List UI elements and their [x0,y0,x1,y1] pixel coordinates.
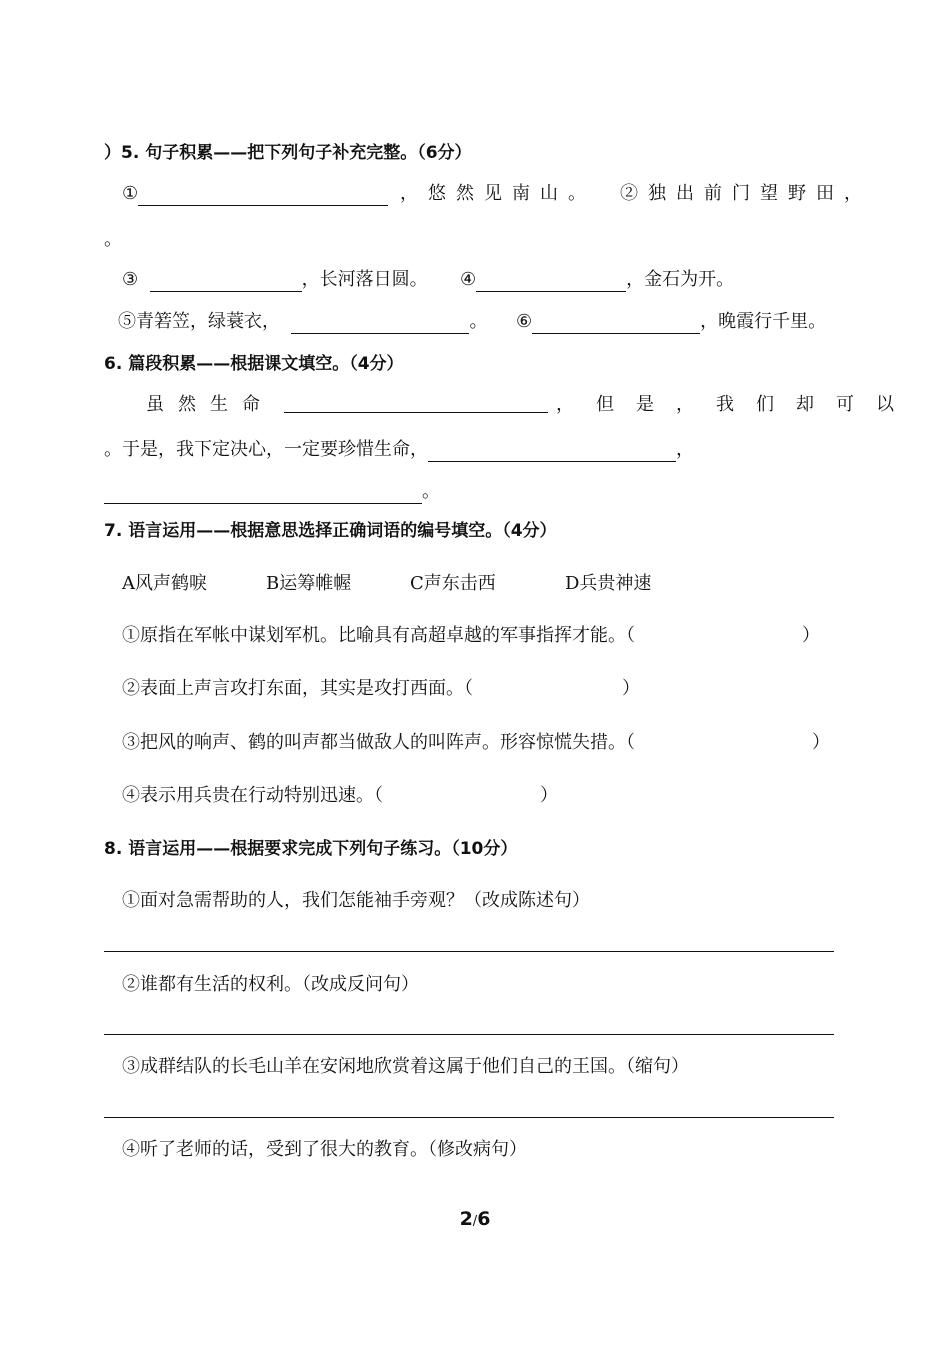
q7-option-b: B运筹帷幄 [266,573,352,594]
q6-title: 6. 篇段积累——根据课文填空。（4分） [104,354,404,374]
q5-line-2: 。 [104,229,122,250]
q7-option-c: C声东击西 [410,573,496,594]
q8-answer-line-1[interactable] [104,951,834,952]
q7-item-2: ②表面上声言攻打东面，其实是攻打西面。（ [122,678,473,699]
q5-line-3a: ③ ，长河落日圆。 [122,269,428,290]
q8-item-4: ④听了老师的话，受到了很大的教育。（修改病句） [122,1139,527,1160]
blank-4[interactable] [476,273,626,292]
q5-line-3b: ④ ，金石为开。 [460,269,735,290]
blank-1[interactable] [138,187,388,206]
q5-line-1a: ① [122,182,388,206]
q6-blank-2[interactable] [428,443,676,462]
q6-line-1a: 虽然生命 [146,394,274,415]
q6-line-3: 。 [104,480,440,504]
q5-line-4a: ⑤青箬笠，绿蓑衣， 。 [118,311,488,332]
q7-item-3-close: ） [812,732,830,753]
q7-title: 7. 语言运用——根据意思选择正确词语的编号填空。（4分） [104,521,557,541]
q7-item-1-close: ） [802,625,820,646]
page-number: 2/6 [459,1208,491,1230]
q6-line-2a: 。于是，我下定决心，一定要珍惜生命， ， [104,439,694,460]
q6-blank-1[interactable] [284,412,548,413]
q8-answer-line-3[interactable] [104,1117,834,1118]
q7-item-4-close: ） [540,785,558,806]
q7-item-2-close: ） [622,678,640,699]
blank-5[interactable] [291,315,469,334]
q5-line-1c: ②独出前门望野田， [620,183,872,204]
q7-item-4: ④表示用兵贵在行动特别迅速。（ [122,785,383,806]
q7-option-a: A风声鹤唳 [122,573,207,594]
q6-line-1b: ，但是，我们却可以 [556,394,916,415]
q5-title: ）5. 句子积累——把下列句子补充完整。（6分） [104,143,472,163]
q8-item-3: ③成群结队的长毛山羊在安闲地欣赏着这属于他们自己的王国。（缩句） [122,1056,689,1077]
q6-blank-3[interactable] [104,485,422,504]
blank-6[interactable] [532,315,700,334]
q8-title: 8. 语言运用——根据要求完成下列句子练习。（10分） [104,839,518,859]
q5-line-1b: ，悠然见南山。 [400,183,596,204]
q8-answer-line-2[interactable] [104,1034,834,1035]
q8-item-2: ②谁都有生活的权利。（改成反问句） [122,974,419,995]
q7-option-d: D兵贵神速 [565,573,652,594]
q5-line-4b: ⑥ ，晚霞行千里。 [516,311,827,332]
q8-item-1: ①面对急需帮助的人，我们怎能袖手旁观？（改成陈述句） [122,890,590,911]
q7-item-3: ③把风的响声、鹤的叫声都当做敌人的叫阵声。形容惊慌失措。（ [122,732,635,753]
blank-3[interactable] [150,273,302,292]
q7-item-1: ①原指在军帐中谋划军机。比喻具有高超卓越的军事指挥才能。（ [122,625,635,646]
